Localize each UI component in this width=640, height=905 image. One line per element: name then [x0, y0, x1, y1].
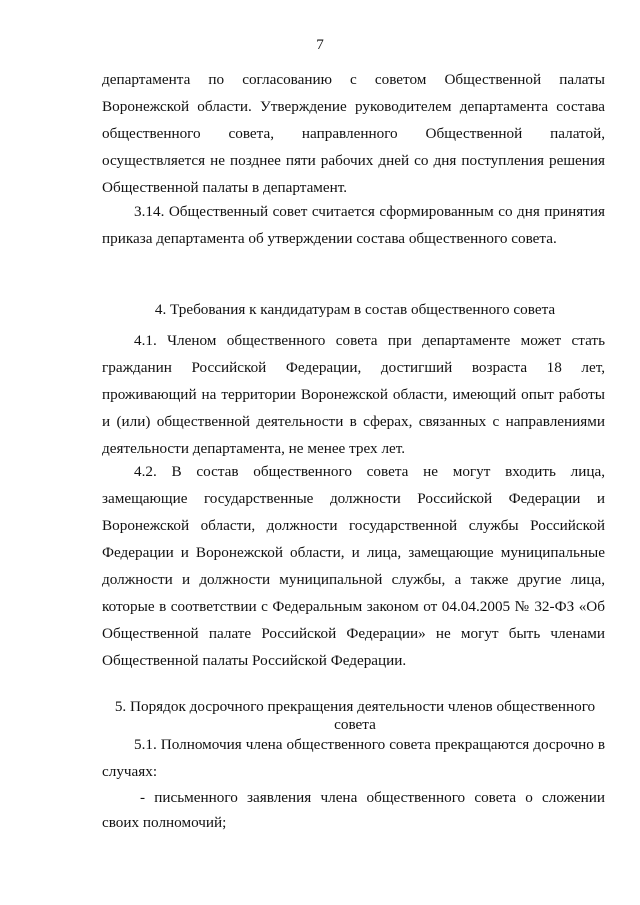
- section-heading-5-line1: 5. Порядок досрочного прекращения деятельности членов общественного: [114, 698, 596, 715]
- section-heading-5-line2: совета: [334, 716, 376, 733]
- list-item-written-statement: - письменного заявления члена общественного совета о сложении своих полномочий;: [102, 789, 605, 831]
- page-number: 7: [316, 36, 324, 53]
- section-heading-5: [102, 698, 608, 734]
- section-heading-4: 4. Требования к кандидатурам в состав общественного совета: [154, 301, 556, 318]
- paragraph-4-2: 4.2. В состав общественного совета не могут входить лица, замещающие государственные должности Российской Федерации и Воронежской области, должности государственной службы Российской Федерации и Воронежской области, и лица, замещающие муниципальные должности и должности муниципальной службы, а также другие лица, которые в соответствии с Федеральным законом от 04.04.2005 № 32-ФЗ «Об Общественной палате Российской Федерации» не могут быть членами Общественной палаты Российской Федерации.: [102, 463, 605, 669]
- paragraph-5-1: 5.1. Полномочия члена общественного совета прекращаются досрочно в случаях:: [102, 736, 605, 780]
- paragraph-3-14: 3.14. Общественный совет считается сформированным со дня принятия приказа департамента об утверждении состава общественного совета.: [102, 203, 605, 247]
- paragraph-4-1: 4.1. Членом общественного совета при департаменте может стать гражданин Российской Федерации, достигший возраста 18 лет, проживающий на территории Воронежской области, имеющий опыт работы и (или) общественной деятельности в сферах, связанных с направлениями деятельности департамента, не менее трех лет.: [102, 332, 605, 457]
- paragraph-department-approval: департамента по согласованию с советом Общественной палаты Воронежской области. Утверждение руководителем департамента состава общественного совета, направленного Общественной палатой, осуществляется не позднее пяти рабочих дней со дня поступления решения Общественной палаты в департамент.: [102, 71, 605, 196]
